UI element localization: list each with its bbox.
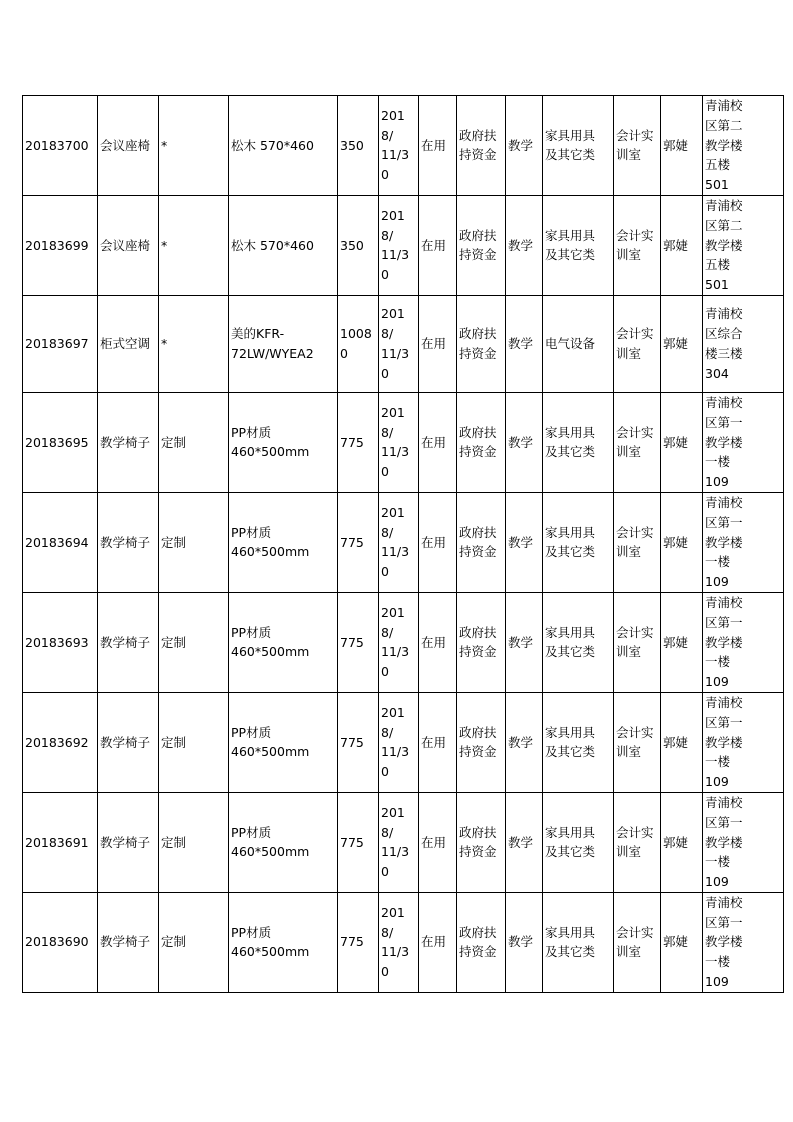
price-cell: 775 [338, 392, 379, 492]
date-cell: 2018/ 11/30 [379, 195, 419, 295]
brand-cell: 定制 [159, 692, 229, 792]
usage-cell: 教学 [506, 392, 543, 492]
location-cell: 青浦校 区第一 教学楼 一楼 109 [703, 392, 784, 492]
price-cell: 350 [338, 96, 379, 196]
brand-cell: 定制 [159, 792, 229, 892]
keeper-cell: 郭婕 [661, 492, 703, 592]
date-cell: 2018/ 11/30 [379, 792, 419, 892]
date-cell: 2018/ 11/30 [379, 392, 419, 492]
department-cell: 会计实 训室 [614, 592, 661, 692]
keeper-cell: 郭婕 [661, 592, 703, 692]
asset-id-cell: 20183690 [23, 892, 98, 992]
category-cell: 电气设备 [543, 295, 614, 392]
department-cell: 会计实 训室 [614, 195, 661, 295]
asset-name-cell: 教学椅子 [98, 392, 159, 492]
usage-cell: 教学 [506, 892, 543, 992]
spec-cell: PP材质 460*500mm [229, 692, 338, 792]
location-cell: 青浦校 区第一 教学楼 一楼 109 [703, 692, 784, 792]
usage-cell: 教学 [506, 592, 543, 692]
date-cell: 2018/ 11/30 [379, 892, 419, 992]
department-cell: 会计实 训室 [614, 96, 661, 196]
asset-id-cell: 20183694 [23, 492, 98, 592]
spec-cell: PP材质 460*500mm [229, 792, 338, 892]
department-cell: 会计实 训室 [614, 892, 661, 992]
location-cell: 青浦校 区第一 教学楼 一楼 109 [703, 592, 784, 692]
spec-cell: 松木 570*460 [229, 96, 338, 196]
price-cell: 10080 [338, 295, 379, 392]
category-cell: 家具用具 及其它类 [543, 392, 614, 492]
brand-cell: 定制 [159, 392, 229, 492]
brand-cell: 定制 [159, 492, 229, 592]
spec-cell: 松木 570*460 [229, 195, 338, 295]
asset-name-cell: 会议座椅 [98, 96, 159, 196]
price-cell: 775 [338, 692, 379, 792]
asset-id-cell: 20183693 [23, 592, 98, 692]
table-row [23, 592, 784, 692]
usage-cell: 教学 [506, 492, 543, 592]
brand-cell: * [159, 195, 229, 295]
category-cell: 家具用具 及其它类 [543, 892, 614, 992]
date-cell: 2018/ 11/30 [379, 295, 419, 392]
category-cell: 家具用具 及其它类 [543, 592, 614, 692]
date-cell: 2018/ 11/30 [379, 492, 419, 592]
category-cell: 家具用具 及其它类 [543, 792, 614, 892]
table-row [23, 295, 784, 392]
status-cell: 在用 [419, 195, 457, 295]
price-cell: 775 [338, 592, 379, 692]
status-cell: 在用 [419, 692, 457, 792]
department-cell: 会计实 训室 [614, 792, 661, 892]
status-cell: 在用 [419, 592, 457, 692]
usage-cell: 教学 [506, 792, 543, 892]
brand-cell: 定制 [159, 592, 229, 692]
table-row [23, 792, 784, 892]
price-cell: 775 [338, 892, 379, 992]
date-cell: 2018/ 11/30 [379, 96, 419, 196]
table-row [23, 692, 784, 792]
keeper-cell: 郭婕 [661, 96, 703, 196]
status-cell: 在用 [419, 892, 457, 992]
asset-name-cell: 教学椅子 [98, 792, 159, 892]
status-cell: 在用 [419, 492, 457, 592]
asset-table-body [23, 96, 784, 993]
fund-source-cell: 政府扶 持资金 [457, 392, 506, 492]
date-cell: 2018/ 11/30 [379, 692, 419, 792]
usage-cell: 教学 [506, 96, 543, 196]
location-cell: 青浦校 区第一 教学楼 一楼 109 [703, 892, 784, 992]
table-row [23, 392, 784, 492]
asset-id-cell: 20183695 [23, 392, 98, 492]
spec-cell: PP材质 460*500mm [229, 492, 338, 592]
brand-cell: 定制 [159, 892, 229, 992]
keeper-cell: 郭婕 [661, 295, 703, 392]
table-row [23, 96, 784, 196]
fund-source-cell: 政府扶 持资金 [457, 792, 506, 892]
asset-id-cell: 20183691 [23, 792, 98, 892]
location-cell: 青浦校 区综合 楼三楼 304 [703, 295, 784, 392]
asset-name-cell: 教学椅子 [98, 492, 159, 592]
location-cell: 青浦校 区第二 教学楼 五楼 501 [703, 96, 784, 196]
department-cell: 会计实 训室 [614, 392, 661, 492]
fund-source-cell: 政府扶 持资金 [457, 492, 506, 592]
fund-source-cell: 政府扶 持资金 [457, 592, 506, 692]
table-row [23, 892, 784, 992]
asset-id-cell: 20183692 [23, 692, 98, 792]
fund-source-cell: 政府扶 持资金 [457, 96, 506, 196]
spec-cell: PP材质 460*500mm [229, 892, 338, 992]
asset-name-cell: 柜式空调 [98, 295, 159, 392]
category-cell: 家具用具 及其它类 [543, 692, 614, 792]
keeper-cell: 郭婕 [661, 692, 703, 792]
category-cell: 家具用具 及其它类 [543, 195, 614, 295]
fund-source-cell: 政府扶 持资金 [457, 892, 506, 992]
keeper-cell: 郭婕 [661, 392, 703, 492]
status-cell: 在用 [419, 96, 457, 196]
asset-id-cell: 20183697 [23, 295, 98, 392]
brand-cell: * [159, 96, 229, 196]
fund-source-cell: 政府扶 持资金 [457, 692, 506, 792]
date-cell: 2018/ 11/30 [379, 592, 419, 692]
usage-cell: 教学 [506, 195, 543, 295]
location-cell: 青浦校 区第一 教学楼 一楼 109 [703, 792, 784, 892]
table-row [23, 492, 784, 592]
department-cell: 会计实 训室 [614, 295, 661, 392]
keeper-cell: 郭婕 [661, 792, 703, 892]
keeper-cell: 郭婕 [661, 195, 703, 295]
price-cell: 775 [338, 492, 379, 592]
asset-table [22, 95, 784, 993]
asset-id-cell: 20183700 [23, 96, 98, 196]
fund-source-cell: 政府扶 持资金 [457, 195, 506, 295]
price-cell: 775 [338, 792, 379, 892]
location-cell: 青浦校 区第二 教学楼 五楼 501 [703, 195, 784, 295]
usage-cell: 教学 [506, 295, 543, 392]
price-cell: 350 [338, 195, 379, 295]
usage-cell: 教学 [506, 692, 543, 792]
keeper-cell: 郭婕 [661, 892, 703, 992]
asset-name-cell: 教学椅子 [98, 592, 159, 692]
category-cell: 家具用具 及其它类 [543, 96, 614, 196]
status-cell: 在用 [419, 295, 457, 392]
department-cell: 会计实 训室 [614, 492, 661, 592]
asset-name-cell: 教学椅子 [98, 692, 159, 792]
table-row [23, 195, 784, 295]
status-cell: 在用 [419, 792, 457, 892]
spec-cell: PP材质 460*500mm [229, 392, 338, 492]
brand-cell: * [159, 295, 229, 392]
asset-id-cell: 20183699 [23, 195, 98, 295]
category-cell: 家具用具 及其它类 [543, 492, 614, 592]
status-cell: 在用 [419, 392, 457, 492]
department-cell: 会计实 训室 [614, 692, 661, 792]
asset-name-cell: 教学椅子 [98, 892, 159, 992]
asset-name-cell: 会议座椅 [98, 195, 159, 295]
spec-cell: 美的KFR- 72LW/WYEA2 [229, 295, 338, 392]
location-cell: 青浦校 区第一 教学楼 一楼 109 [703, 492, 784, 592]
spec-cell: PP材质 460*500mm [229, 592, 338, 692]
fund-source-cell: 政府扶 持资金 [457, 295, 506, 392]
